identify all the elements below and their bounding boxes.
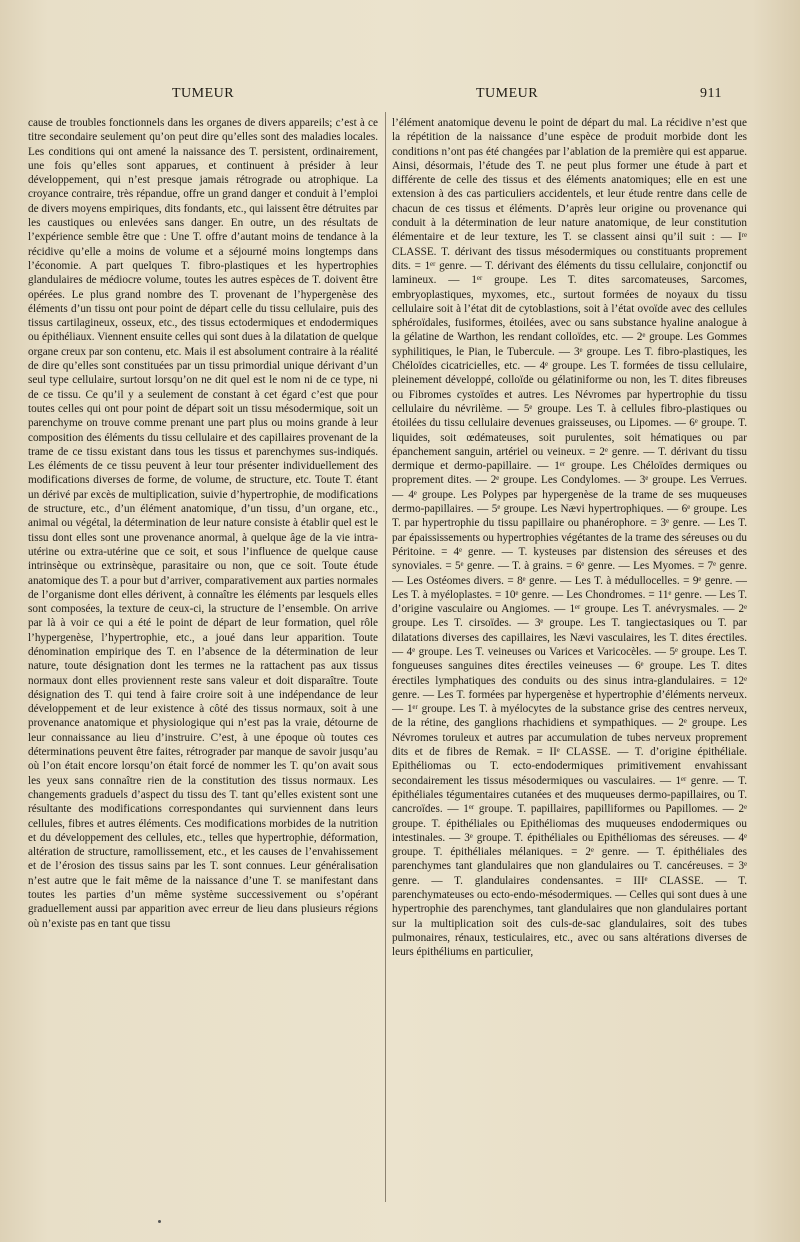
running-title-left: TUMEUR: [172, 86, 235, 101]
running-header: [0, 86, 800, 106]
column-divider: [385, 112, 386, 1202]
page-number: 911: [700, 86, 722, 101]
running-title-right: TUMEUR: [476, 86, 539, 101]
paragraph-left: cause de troubles fonctionnels dans les organes de divers appareils; c’est à ce titre secondaire seulement qu’on peut dire qu’elles sont des maladies locales. Les conditions qui ont amené la naissance des T. persistent, ordinairement, une fois qu’elles sont apparues, et continuent à présider à leur développement, qui n’est presque jamais rétrograde ou atrophique. La croyance contraire, très répandue, offre un grand danger et conduit à l’emploi de divers moyens empiriques, dits fondants, etc., qui laissent être détruites par les caustiques ou enlevées sans danger. En outre, un des résultats de l’expérience semble être que : Une T. offre d’autant moins de tendance à la récidive qu’elle a moins de volume et a séjourné moins longtemps dans l’économie. A part quelques T. fibro-plastiques et les hypertrophies glandulaires de médiocre volume, toutes les autres espèces de T. doivent être opérées. Le plus grand nombre des T. provenant de l’hypergenèse des éléments d’un tissu ont pour point de départ celle du tissu cellulaire, puis des tissus cartilagineux, osseux, etc., des tissus ectodermiques et endodermiques ou épithéliaux. Viennent ensuite celles qui sont dues à la dilatation de quelque organe creux par son contenu, etc. Mais il est absolument contraire à la réalité de dire qu’elles sont constituées par un tissu primordial unique dérivant d’un seul type cellulaire, surtout lorsqu’on ne dit quel est le nom ni de ce type, ni de ce tissu. Ce qu’il y a seulement de constant à cet égard c’est que pour toutes celles qui ont pour point de départ soit un tissu mésodermique, soit un parenchyme on trouve comme prenant une part plus ou moins grande à leur composition des éléments du tissu cellulaire et des capillaires provenant de la trame de ce tissu existant dans tous les tissus et parenchymes sus-indiqués. Les éléments de ce tissu peuvent à leur tour présenter individuellement des modifications diverses de forme, de volume, de structure, etc. Toute T. étant un dérivé par excès de multiplication, suivie d’hypertrophie, de modifications de structure, etc., d’un élément anatomique, d’un tissu, d’un organe, etc., animal ou végétal, la détermination de leur nature consiste à établir quel est le tissu dont elles sont une provenance anormal, à quelque âge de la vie intra-utérine ou extra-utérine que ce soit, et sous l’influence de quelque cause intrinsèque ou extrinsèque, parasitaire ou non, que ce soit. Toute étude anatomique des T. a pour but d’arriver, comparativement aux parties normales de l’organisme dont elles dérivent, à connaître les éléments par lesquels elles sont composées, la texture de ceux-ci, la structure de l’ensemble. On arrive par là à voir ce qui a été le point de départ de leur formation, quel rôle l’hypergenèse, l’hypertrophie, etc., a joué dans leur apparition. Toute dénomination empirique des T. en l’absence de la détermination de leur nature, toute désignation dont les termes ne la rattachent pas aux tissus normaux dont elles proviennent reste sans valeur et doit disparaître. Toute désignation des T. qui tend à faire croire soit à une indépendance de leur développement et de leur existence à côté des tissus normaux, soit à une provenance anatomique et physiologique qui n’est pas la vraie, détourne de leur connaissance au lieu d’instruire. C’est, à une époque où toutes ces déterminations peuvent être faites, rétrograder par manque de savoir jusqu’au où l’on était encore lorsqu’on était forcé de nommer les T. qu’on avait sous les yeux sans connaître rien de la constitution des tissus normaux. Les changements graduels d’aspect du tissu des T. tant qu’elles existent sont une résultante des modifications correspondantes qui surviennent dans leurs cellules, fibres et autres éléments. Ces modifications morbides de la nutrition et du développement des cellules, etc., telles que hypertrophie, déformation, altération de structure, ramollissement, etc., et les causes de l’envahissement et de l’érosion des tissus sains par les T. sont connues. Leur généralisation n’est autre que le fait même de la naissance d’une T. se manifestant dans toutes les parties d’un même système successivement ou s’opérant graduellement aussi par apparition avec erreur de lieu dans plusieurs régions où n’existe pas en tant que tissu: [28, 117, 378, 930]
ink-speck: [158, 1220, 161, 1223]
text-column-right: [392, 116, 747, 1196]
paragraph-right: l’élément anatomique devenu le point de départ du mal. La récidive n’est que la répétition de la naissance d’une espèce de produit morbide dont les conditions n’ont pas été changées par l’ablation de la première qui est apparue. Ainsi, désormais, l’étude des T. ne peut plus former une étude à part et différente de celle des tissus et des éléments anatomiques; elle en est une extension à des cas particuliers accidentels, et leur étude rentre dans celle de chacun de ces tissus et éléments. D’après leur origine ou provenance qui conduit à la détermination de leur nature anatomique, de leur constitution élémentaire et de leur texture, les T. se classent ainsi qu’il suit : — Iʳᵉ CLASSE. T. dérivant des tissus mésodermiques ou constituants proprement dits. = 1ᵉʳ genre. — T. dérivant des éléments du tissu cellulaire, conjonctif ou lamineux. — 1ᵉʳ groupe. Les T. dites sarcomateuses, Sarcomes, embryoplastiques, myxomes, etc., surtout formées de noyaux du tissu cellulaire soit à l’état dit de cytoblastions, soit à l’état ovoïde avec des cellules sphéroïdales, fusiformes, étoilées, avec ou sans substance hyaline analogue à la gélatine de Warthon, les rendant colloïdes, etc. — 2ᵉ groupe. Les Gommes syphilitiques, le Pian, le Tubercule. — 3ᵉ groupe. Les T. fibro-plastiques, les Chéloïdes cicatricielles, etc. — 4ᵉ groupe. Les T. formées de tissu cellulaire, pleinement développé, colloïde ou gélatiniforme ou non, les T. dites fibreuses ou Fibromes cystoïdes et autres. Les Névromes par hypertrophie du tissu cellulaire du névrilème. — 5ᵉ groupe. Les T. à cellules fibro-plastiques ou étoilées du tissu cellulaire devenues graisseuses, ou Lipomes. — 6ᵉ groupe. T. liquides, soit œdémateuses, soit purulentes, soit hématiques ou par épanchement sanguin, artériel ou veineux. = 2ᵉ genre. — T. dérivant du tissu dermique et dermo-papillaire. — 1ᵉʳ groupe. Les Chéloïdes dermiques ou proprement dites. — 2ᵉ groupe. Les Condylomes. — 3ᵉ groupe. Les Verrues. — 4ᵉ groupe. Les Polypes par hypergenèse de la trame de ses muqueuses dermo-papillaires. — 5ᵉ groupe. Les Nævi hypertrophiques. — 6ᵉ groupe. Les T. par hypertrophie du tissu papillaire ou phanérophore. = 3ᵉ genre. — Les T. par épaississements ou hypertrophies végétantes de la trame des séreuses ou du Péritoine. = 4ᵉ genre. — T. kysteuses par distension des séreuses et des synoviales. = 5ᵉ genre. — T. à grains. = 6ᵉ genre. — Les Myomes. = 7ᵉ genre. — Les Ostéomes divers. = 8ᵉ genre. — Les T. à médullocelles. = 9ᵉ genre. — Les T. à myéloplastes. = 10ᵉ genre. — Les Chondromes. = 11ᵉ genre. — Les T. d’origine vasculaire ou Angiomes. — 1ᵉʳ groupe. Les T. anévrysmales. — 2ᵉ groupe. Les T. cirsoïdes. — 3ᵉ groupe. Les T. tangiectasiques ou T. par dilatations diverses des capillaires, les Nævi vasculaires, les T. dites érectiles. — 4ᵉ groupe. Les T. veineuses ou Varices et Varicocèles. — 5ᵉ groupe. Les T. fongueuses sanguines dites érectiles veineuses — 6ᵉ groupe. Les T. dites érectiles lymphatiques des conduits ou des sinus intra-glandulaires. = 12ᵉ genre. — Les T. formées par hypergenèse et hypertrophie d’éléments nerveux. — 1ᵉʳ groupe. Les T. à myélocytes de la substance grise des centres nerveux, de la rétine, des ganglions rhachidiens et sympathiques. — 2ᵉ groupe. Les Névromes toruleux et autres par accumulation de tubes nerveux proprement dits et de fibres de Remak. = IIᵉ CLASSE. — T. d’origine épithéliale. Epithéliomas ou T. ecto-endodermiques primitivement envahissant secondairement les tissus mésodermiques ou vasculaires. — 1ᵉʳ genre. — T. épithéliales tégumentaires cutanées et des muqueuses dermo-papillaires, ou T. cancroïdes. — 1ᵉʳ groupe. T. papillaires, papilliformes ou Papillomes. — 2ᵉ groupe. T. épithéliales ou Epithéliomas des muqueuses endodermiques ou intestinales. — 3ᵉ groupe. T. épithéliales ou Epithéliomas des séreuses. — 4ᵉ groupe. T. épithéliales mélaniques. = 2ᵉ genre. — T. épithéliales des parenchymes tant glandulaires que non glandulaires ou T. cancéreuses. = 3ᵉ genre. — T. glandulaires condensantes. = IIIᵉ CLASSE. — T. parenchymateuses ou ecto-endo-mésodermiques. — Celles qui sont dues à une hypertrophie des parenchymes, tant glandulaires que non glandulaires portant sur la multiplication soit des culs-de-sac glandulaires, soit des tubes pulmonaires, rénaux, testiculaires, etc., avec ou sans altérations diverses de leurs épithéliums en particulier,: [392, 117, 747, 959]
text-column-left: [28, 116, 378, 1196]
